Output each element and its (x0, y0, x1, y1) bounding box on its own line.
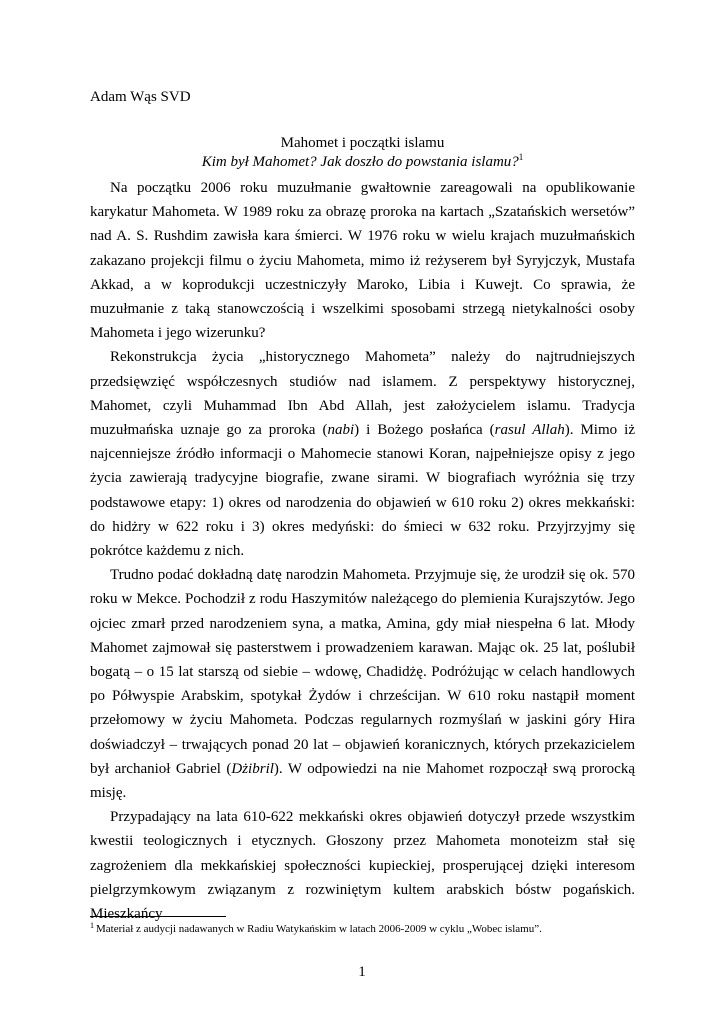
paragraph-2-text-1: Rekonstrukcja życia „historycznego Mahometa” należy do najtrudniejszych przedsięwzięć współczesnych studiów nad islamem. Z perspektywy historycznej, Mahomet, czyli Muhammad Ibn Abd Allah, jest założycielem islamu. Tradycja muzułmańska uznaje go za proroka ( (90, 349, 635, 439)
document-title: Mahomet i początki islamu (280, 135, 445, 151)
footnote-separator (90, 916, 226, 917)
body-text (90, 176, 635, 926)
footnote-mark: 1 (90, 921, 94, 930)
footnote (90, 922, 635, 936)
paragraph-2-text-2: ) i Bożego posłańca ( (354, 422, 495, 439)
paragraph-3 (90, 563, 635, 805)
term-dzibril: Dżibril (231, 760, 274, 777)
paragraph-2 (90, 345, 635, 563)
footnote-reference[interactable]: 1 (518, 152, 524, 162)
page-number: 1 (358, 964, 366, 980)
title-block (90, 134, 635, 172)
paragraph-3-text-2: ). W odpowiedzi na nie Mahomet rozpoczął swą prorocką misję. (90, 760, 635, 802)
paragraph-2-text-3: ). Mimo iż najcenniejsze źródło informacji o Mahomecie stanowi Koran, najpełniejsze opisy z jego życia zawierają tradycyjne biografie, zwane sirami. W biografiach wyróżnia się trzy podstawowe etapy: 1) okres od narodzenia do objawień w 610 roku 2) okres mekkański: do hidżry w 622 roku i 3) okres medyński: do śmieci w 632 roku. Przyjrzyjmy się pokrótce każdemu z nich. (90, 422, 635, 560)
paragraph-3-text-1: Trudno podać dokładną datę narodzin Mahometa. Przyjmuje się, że urodził się ok. 570 roku w Mekce. Pochodził z rodu Haszymitów należącego do plemienia Kurajszytów. Jego ojciec zmarł przed narodzeniem syna, a matka, Amina, gdy miał niespełna 6 lat. Młody Mahomet zajmował się pasterstwem i prowadzeniem karawan. Mając ok. 25 lat, poślubił bogatą – o 15 lat starszą od siebie – wdowę, Chadidżę. Podróżując w celach handlowych po Półwyspie Arabskim, spotykał Żydów i chrześcijan. W 610 roku nastąpił moment przełomowy w życiu Mahometa. Podczas regularnych rozmyślań w jaskini góry Hira doświadczył – trwających ponad 20 lat – objawień koranicznych, których przekazicielem był archanioł Gabriel ( (90, 567, 635, 777)
paragraph-4: Przypadający na lata 610-622 mekkański okres objawień dotyczył przede wszystkim kwestii teologicznych i etycznych. Głoszony przez Mahometa monoteizm stał się zagrożeniem dla mekkańskiej społeczności kupieckiej, prosperującej dzięki interesom pielgrzymkowym związanym z rozwiniętym kultem arabskich bóstw pogańskich. Mieszkańcy (90, 809, 635, 923)
footnote-text: Materiał z audycji nadawanych w Radiu Watykańskim w latach 2006-2009 w cyklu „Wobec islamu”. (96, 923, 542, 935)
author-name: Adam Wąs SVD (90, 89, 191, 105)
document-subtitle (90, 153, 635, 172)
paragraph-1: Na początku 2006 roku muzułmanie gwałtownie zareagowali na opublikowanie karykatur Mahometa. W 1989 roku za obrazę proroka na kartach „Szatańskich wersetów” nad A. S. Rushdim zawisła kara śmierci. W 1976 roku w wielu krajach muzułmańskich zakazano projekcji filmu o życiu Mahometa, mimo iż reżyserem był Syryjczyk, Mustafa Akkad, a w koprodukcji uczestniczyły Maroko, Libia i Kuwejt. Co sprawia, że muzułmanie z taką stanowczością i wszelkimi sposobami strzegą nietykalności osoby Mahometa i jego wizerunku? (90, 180, 635, 342)
term-rasul-allah: rasul Allah (494, 422, 565, 439)
subtitle-text: Kim był Mahomet? Jak doszło do powstania islamu? (201, 154, 519, 170)
term-nabi: nabi (327, 422, 355, 439)
